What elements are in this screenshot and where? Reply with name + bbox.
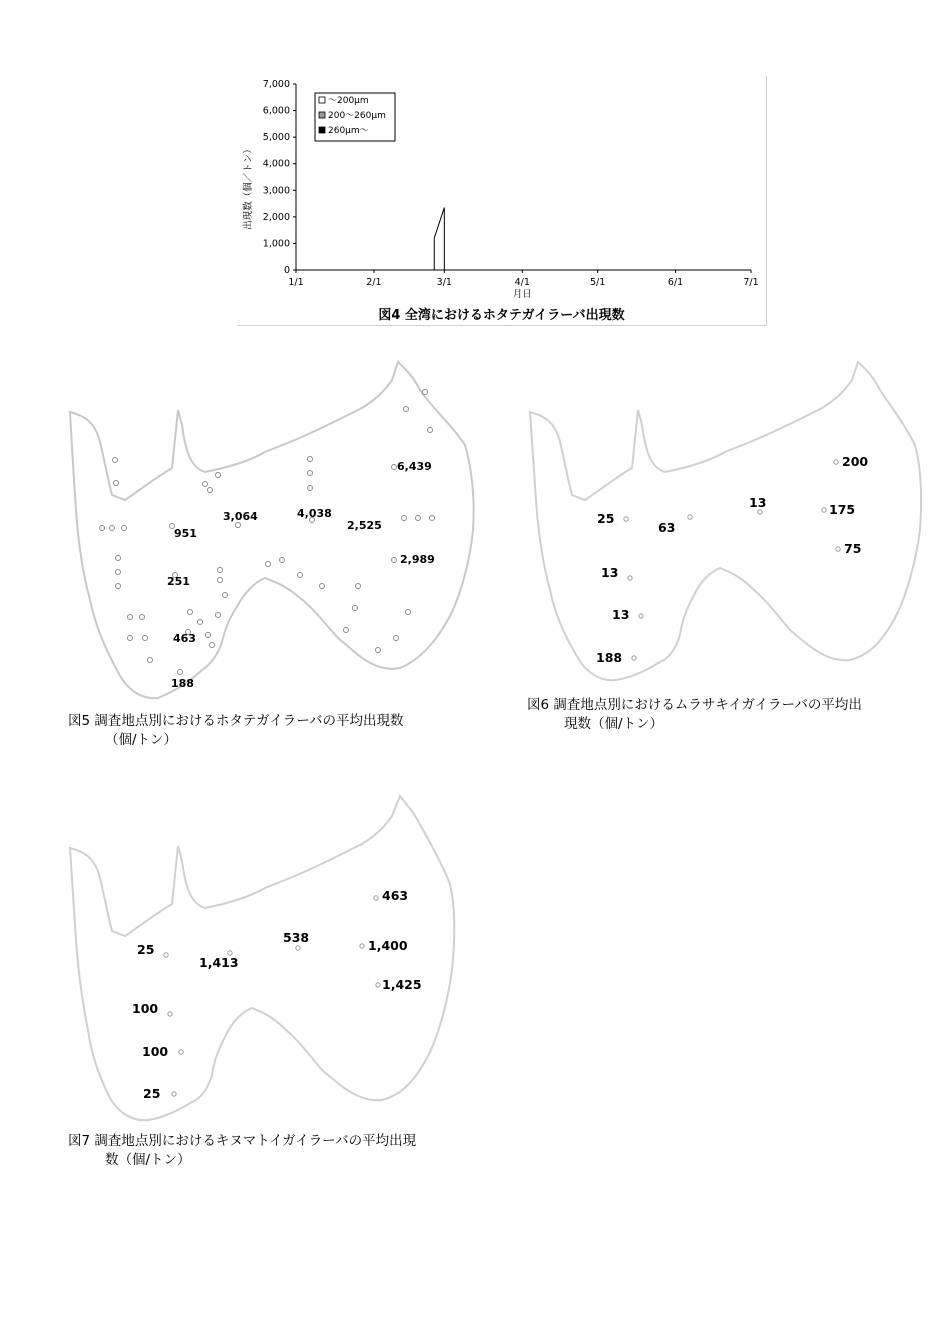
figure6-label: 75 bbox=[844, 541, 862, 556]
legend-entry: 260μm～ bbox=[328, 126, 369, 136]
series-area bbox=[434, 208, 444, 270]
y-tick-label: 5,000 bbox=[262, 132, 290, 144]
figure6-sampling-points bbox=[624, 460, 840, 660]
figure5-caption-line2: （個/トン） bbox=[105, 732, 178, 748]
x-tick-label: 4/1 bbox=[514, 277, 530, 288]
figure7-caption bbox=[68, 1132, 416, 1170]
figure5-label: 188 bbox=[171, 677, 194, 690]
figure7-coastline bbox=[70, 796, 454, 1120]
figure6-caption-line2: 現数（個/トン） bbox=[564, 716, 664, 732]
figure7-label: 1,413 bbox=[199, 955, 239, 970]
figure6-label: 188 bbox=[596, 650, 623, 665]
y-tick-label: 7,000 bbox=[262, 79, 290, 90]
figure5-label: 4,038 bbox=[297, 507, 332, 520]
x-tick-label: 2/1 bbox=[366, 277, 382, 288]
figure5-label: 6,439 bbox=[397, 460, 432, 473]
figure5-coastline bbox=[70, 362, 474, 698]
figure7-label: 463 bbox=[382, 888, 409, 903]
figure7-caption-line1: 図7 調査地点別におけるキヌマトイガイラーバの平均出現 bbox=[68, 1133, 417, 1149]
figure5-label: 2,989 bbox=[400, 553, 435, 566]
figure6-caption-line1: 図6 調査地点別におけるムラサキイガイラーバの平均出 bbox=[527, 697, 862, 713]
figure7-label: 25 bbox=[143, 1086, 161, 1101]
figure6-label: 63 bbox=[658, 520, 676, 535]
legend-swatch bbox=[319, 97, 325, 103]
figure4-caption: 図4 全湾におけるホタテガイラーバ出現数 bbox=[378, 308, 625, 323]
legend-entry: ～200μm bbox=[328, 96, 369, 106]
figure6-label: 175 bbox=[829, 502, 856, 517]
y-tick-label: 2,000 bbox=[262, 211, 290, 223]
figure6-label: 200 bbox=[842, 454, 869, 469]
figure7-map bbox=[60, 790, 480, 1130]
figure5-label: 463 bbox=[173, 632, 196, 645]
figure7-label: 538 bbox=[283, 930, 310, 945]
figure6-label: 13 bbox=[749, 495, 767, 510]
figure5-label: 2,525 bbox=[347, 519, 382, 532]
x-tick-label: 1/1 bbox=[288, 277, 304, 288]
x-axis-label: 月日 bbox=[512, 289, 532, 300]
figure6-label: 25 bbox=[597, 511, 615, 526]
figure5-caption-line1: 図5 調査地点別におけるホタテガイラーバの平均出現数 bbox=[68, 713, 404, 729]
figure5-caption bbox=[68, 712, 404, 750]
figure5-label: 251 bbox=[167, 575, 190, 588]
figure5-map bbox=[60, 350, 480, 710]
figure7-label: 1,425 bbox=[382, 977, 422, 992]
figure5-label: 951 bbox=[174, 527, 197, 540]
x-tick-label: 3/1 bbox=[436, 277, 452, 288]
figure6-label: 13 bbox=[612, 607, 630, 622]
figure7-label: 25 bbox=[137, 942, 155, 957]
figure5-label: 3,064 bbox=[223, 510, 258, 523]
legend-entry: 200～260μm bbox=[328, 111, 386, 121]
y-tick-label: 0 bbox=[283, 265, 290, 276]
figure4-chart bbox=[237, 76, 766, 325]
legend-swatch bbox=[319, 112, 325, 118]
x-tick-label: 7/1 bbox=[743, 277, 759, 288]
figure7-label: 100 bbox=[132, 1001, 159, 1016]
y-tick-label: 3,000 bbox=[262, 185, 290, 197]
x-tick-label: 5/1 bbox=[590, 277, 606, 288]
figure7-label: 1,400 bbox=[368, 938, 408, 953]
legend-swatch bbox=[319, 127, 325, 133]
figure7-caption-line2: 数（個/トン） bbox=[105, 1152, 191, 1168]
figure6-coastline bbox=[530, 362, 921, 680]
figure6-label: 13 bbox=[601, 565, 619, 580]
y-tick-label: 6,000 bbox=[262, 105, 290, 117]
figure7-label: 100 bbox=[142, 1044, 169, 1059]
y-tick-label: 4,000 bbox=[262, 158, 290, 170]
y-tick-label: 1,000 bbox=[262, 238, 290, 250]
figure5-sampling-points bbox=[100, 390, 435, 675]
y-axis-label: 出現数（個／トン） bbox=[243, 144, 254, 230]
figure6-caption bbox=[527, 696, 862, 734]
figure6-map bbox=[520, 350, 940, 690]
x-tick-label: 6/1 bbox=[667, 277, 684, 288]
figure7-sampling-points bbox=[164, 896, 380, 1096]
